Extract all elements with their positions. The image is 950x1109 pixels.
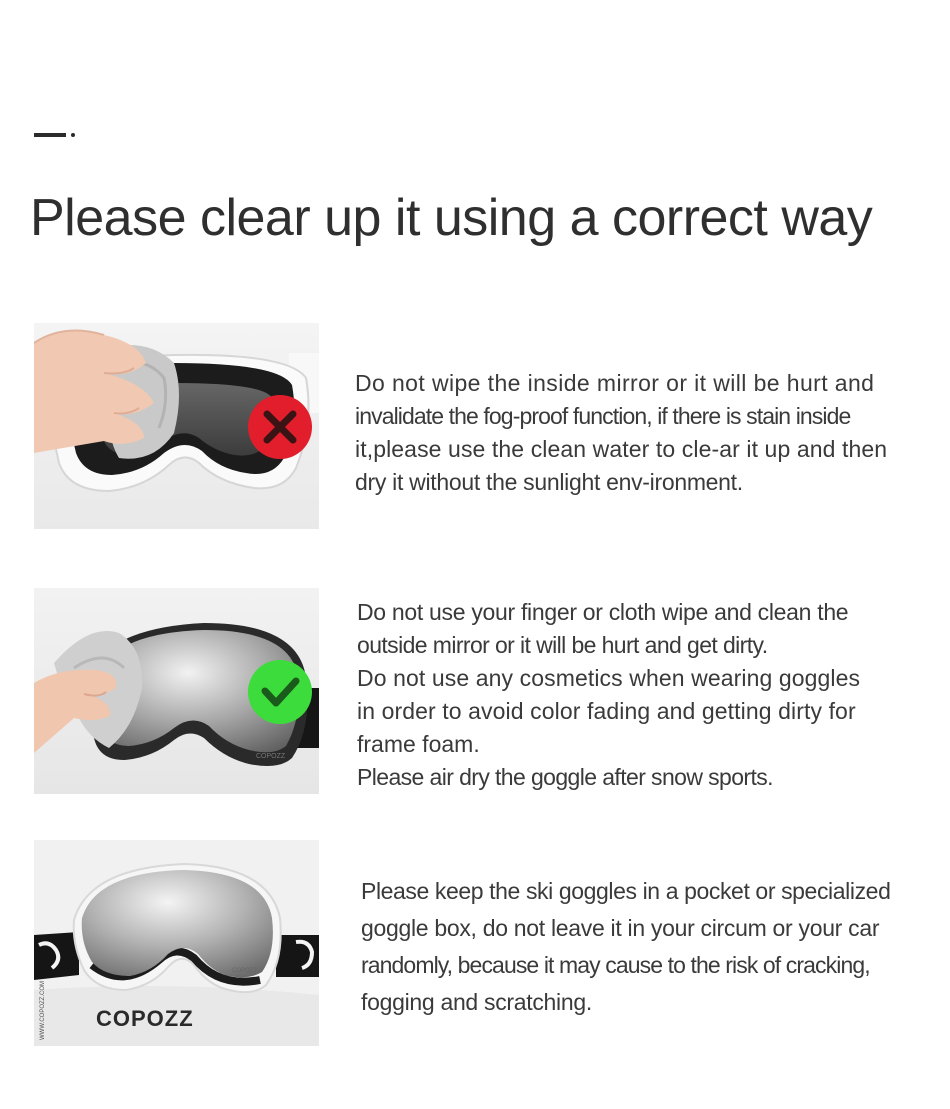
pouch-side-text: WWW.COPOZZ.COM bbox=[40, 981, 46, 1040]
section-1-line: it,please use the clean water to cle-ar it up and then bbox=[355, 436, 888, 462]
section-3-line: randomly, because it may cause to the risk of cracking, bbox=[361, 952, 870, 978]
section-3-line: Please keep the ski goggles in a pocket or specialized bbox=[361, 878, 891, 904]
lens-logo: COPOZZ bbox=[232, 968, 257, 974]
section-1-line: invalidate the fog-proof function, if there is stain inside bbox=[355, 403, 851, 429]
outside-lens-wipe-photo bbox=[34, 588, 319, 794]
brand-logo: COPOZZ bbox=[96, 1006, 194, 1031]
svg-text:COPOZZ: COPOZZ bbox=[256, 753, 286, 760]
section-2-line: Do not use your finger or cloth wipe and clean the bbox=[357, 599, 849, 625]
section-1-line: dry it without the sunlight env-ironment. bbox=[355, 469, 743, 495]
section-2-line: Do not use any cosmetics when wearing goggles bbox=[357, 665, 861, 691]
check-icon bbox=[248, 660, 312, 724]
inside-lens-wipe-photo bbox=[34, 323, 319, 529]
section-2-line: outside mirror or it will be hurt and get dirty. bbox=[357, 632, 768, 658]
cross-icon bbox=[248, 395, 312, 459]
section-2-line: Please air dry the goggle after snow sports. bbox=[357, 764, 773, 790]
section-1-text bbox=[355, 367, 915, 499]
section-3-line: goggle box, do not leave it in your circum or your car bbox=[361, 915, 880, 941]
page-title: Please clear up it using a correct way bbox=[30, 189, 873, 247]
accent-dot bbox=[71, 133, 75, 137]
section-3-text bbox=[361, 873, 931, 1021]
section-2-text bbox=[357, 596, 917, 794]
section-2-line: in order to avoid color fading and getting dirty for bbox=[357, 698, 856, 724]
section-1-line: Do not wipe the inside mirror or it will be hurt and bbox=[355, 370, 875, 396]
goggle-storage-photo bbox=[34, 840, 319, 1046]
accent-dash bbox=[34, 133, 66, 137]
section-3-line: fogging and scratching. bbox=[361, 989, 592, 1015]
section-2-line: frame foam. bbox=[357, 731, 480, 757]
